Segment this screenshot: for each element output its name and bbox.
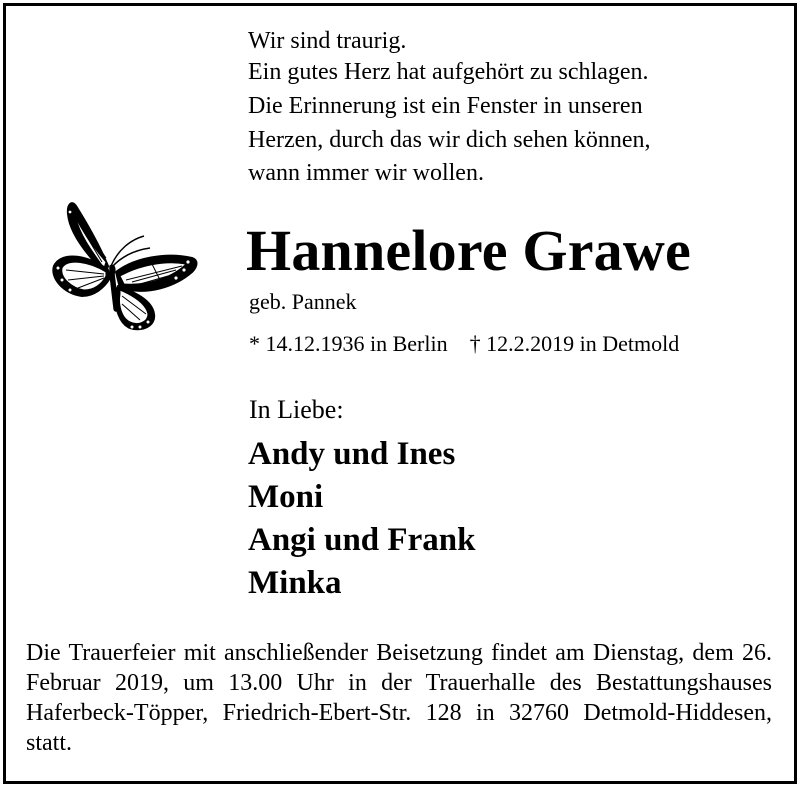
mourner-name: Moni	[248, 479, 324, 515]
poem-line-4: Herzen, durch das wir dich sehen können,	[248, 127, 651, 153]
life-dates	[249, 330, 679, 358]
deceased-name: Hannelore Grawe	[246, 218, 691, 283]
poem-line-2: Ein gutes Herz hat aufgehört zu schlagen.	[248, 59, 649, 85]
poem-line-5: wann immer wir wollen.	[248, 160, 484, 186]
date-spacer	[448, 330, 470, 358]
service-announcement: Die Trauerfeier mit anschließender Beisetzung findet am Dienstag, dem 26. Februar 2019, um 13.00 Uhr in der Trauerhalle des Bestattungshauses Haferbeck-Töpper, Friedrich-Ebert-Str. 128 in 32760 Detmold-Hiddesen, statt.	[26, 640, 772, 756]
poem-line-1: Wir sind traurig.	[248, 28, 407, 54]
birth-date: * 14.12.1936 in Berlin	[249, 331, 448, 356]
mourners-heading: In Liebe:	[249, 395, 344, 424]
death-date: † 12.2.2019 in Detmold	[469, 331, 680, 356]
butterfly-icon	[48, 196, 200, 336]
mourner-name: Minka	[248, 565, 342, 601]
mourner-name: Angi und Frank	[248, 522, 476, 558]
birth-name: geb. Pannek	[249, 289, 357, 314]
mourner-name: Andy und Ines	[248, 436, 456, 472]
poem-line-3: Die Erinnerung ist ein Fenster in unseren	[248, 93, 643, 119]
